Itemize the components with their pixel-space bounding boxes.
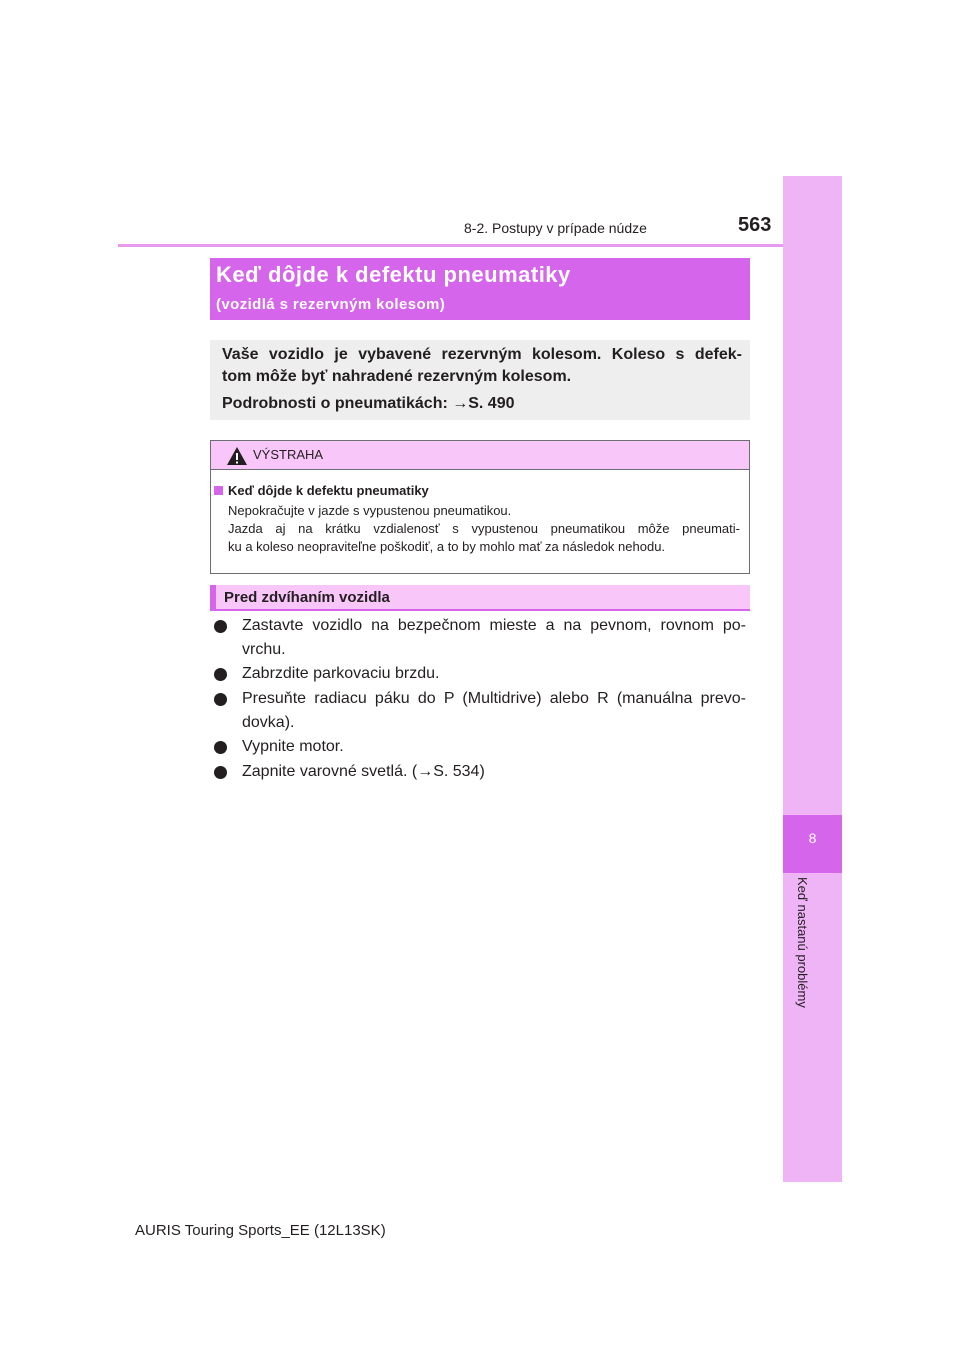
chapter-title: Keď nastanú problémy (795, 877, 810, 1008)
square-bullet-icon (214, 486, 223, 495)
intro-text: Vaše vozidlo je vybavené rezervným kolesom. Koleso s defek- (222, 346, 742, 363)
warning-text: Jazda aj na krátku vzdialenosť s vypustenou pneumatikou môže pneumati- (228, 521, 740, 536)
list-item: Zapnite varovné svetlá. (→S. 534) (242, 763, 485, 780)
bullet-icon (214, 620, 227, 633)
warning-label: VÝSTRAHA (253, 447, 324, 462)
list-item: Vypnite motor. (242, 738, 344, 755)
page-number: 563 (738, 214, 772, 236)
subheading: Pred zdvíhaním vozidla (224, 589, 390, 606)
list-item: Zabrzdite parkovaciu brzdu. (242, 665, 440, 682)
warning-text: Nepokračujte v jazde s vypustenou pneumatikou. (228, 503, 512, 518)
intro-text: tom môže byť nahradené rezervným kolesom. (222, 368, 572, 385)
list-item-continuation: dovka). (242, 714, 295, 731)
list-item-continuation: vrchu. (242, 641, 286, 658)
header-section-title: 8-2. Postupy v prípade núdze (464, 220, 647, 236)
intro-reference: Podrobnosti o pneumatikách: →S. 490 (222, 395, 515, 412)
warning-heading: Keď dôjde k defektu pneumatiky (228, 483, 429, 498)
footer-model-code: AURIS Touring Sports_EE (12L13SK) (135, 1222, 386, 1239)
subheading-accent (210, 585, 216, 609)
chapter-number: 8 (808, 830, 817, 846)
bullet-icon (214, 741, 227, 754)
warning-triangle-icon (226, 446, 248, 466)
page-subtitle: (vozidlá s rezervným kolesom) (216, 296, 446, 313)
bullet-icon (214, 766, 227, 779)
bullet-icon (214, 668, 227, 681)
list-item: Presuňte radiacu páku do P (Multidrive) alebo R (manuálna prevo- (242, 690, 746, 707)
list-item: Zastavte vozidlo na bezpečnom mieste a na pevnom, rovnom po- (242, 617, 746, 634)
page-title: Keď dôjde k defektu pneumatiky (216, 262, 571, 287)
header-rule (118, 244, 842, 247)
bullet-icon (214, 693, 227, 706)
warning-text: ku a koleso neopraviteľne poškodiť, a to by mohlo mať za následok nehodu. (228, 539, 666, 554)
